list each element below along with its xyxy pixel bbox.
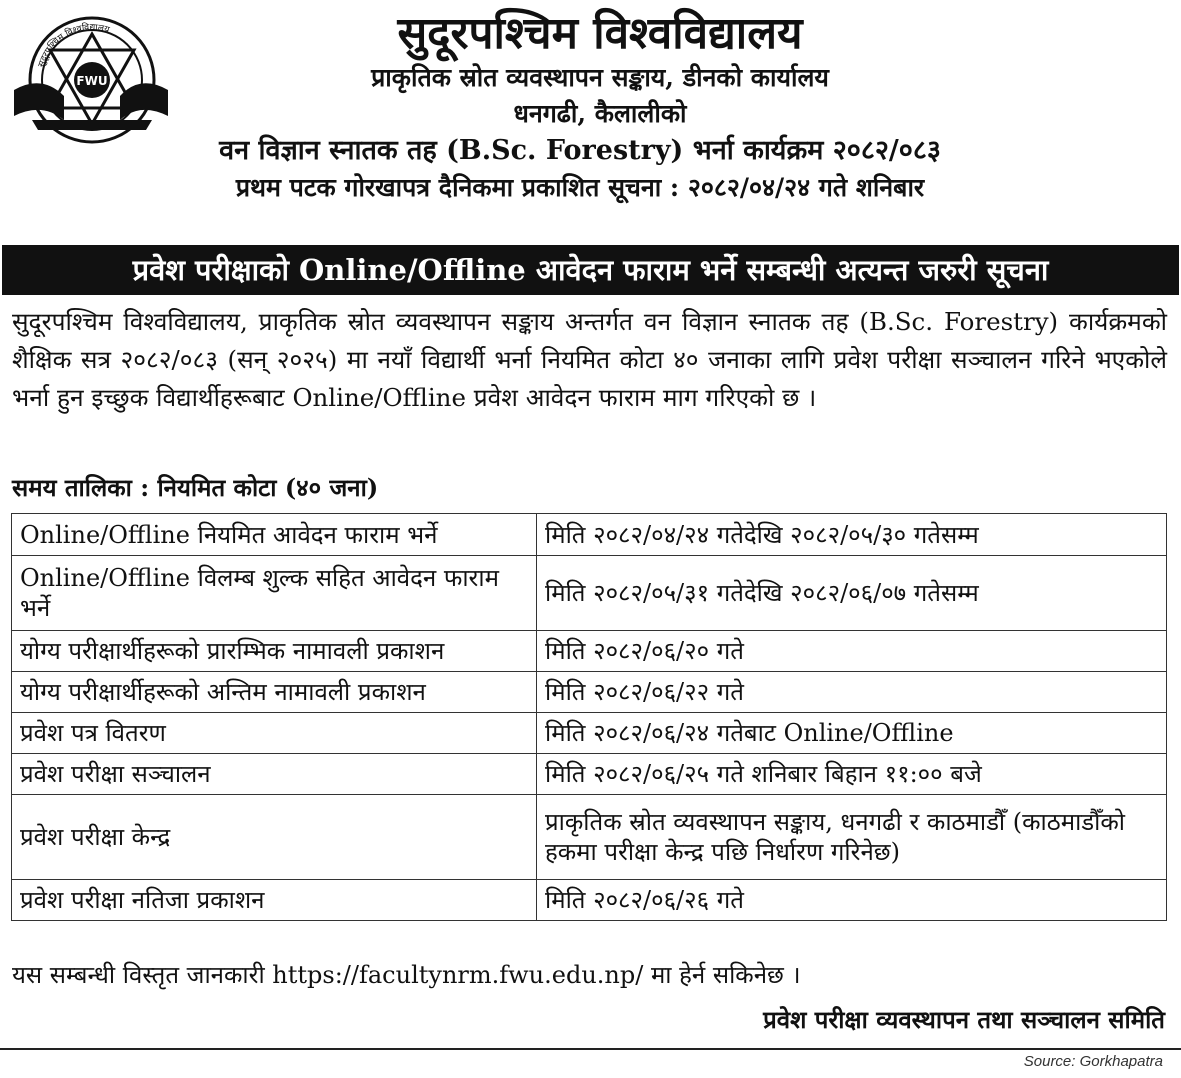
- source-credit: Source: Gorkhapatra: [1023, 1053, 1163, 1070]
- date-cell: मिति २०८२/०६/२२ गते: [537, 672, 1167, 713]
- date-cell: मिति २०८२/०५/३१ गतेदेखि २०८२/०६/०७ गतेसम्म: [537, 556, 1167, 631]
- activity-cell: योग्य परीक्षार्थीहरूको अन्तिम नामावली प्रकाशन: [12, 672, 537, 713]
- footer-note: यस सम्बन्धी विस्तृत जानकारी https://facultynrm.fwu.edu.np/ मा हेर्न सकिनेछ ।: [12, 961, 801, 989]
- bottom-divider: [0, 1048, 1181, 1050]
- table-row: [12, 514, 1167, 556]
- activity-cell: योग्य परीक्षार्थीहरूको प्रारम्भिक नामावली प्रकाशन: [12, 631, 537, 672]
- table-row: [12, 556, 1167, 631]
- intro-paragraph: सुदूरपश्चिम विश्वविद्यालय, प्राकृतिक स्रोत व्यवस्थापन सङ्काय अन्तर्गत वन विज्ञान स्नातक तह (B.Sc. Forestry) कार्यक्रमको शैक्षिक सत्र २०८२/०८३ (सन् २०२५) मा नयाँ विद्यार्थी भर्ना नियमित कोटा ४० जनाका लागि प्रवेश परीक्षा सञ्चालन गरिने भएकोले भर्ना हुन इच्छुक विद्यार्थीहरूबाट Online/Offline प्रवेश आवेदन फाराम माग गरिएको छ ।: [12, 307, 1167, 412]
- date-cell: मिति २०८२/०६/२० गते: [537, 631, 1167, 672]
- program-title: वन विज्ञान स्नातक तह (B.Sc. Forestry) भर्ना कार्यक्रम २०८२/०८३: [219, 135, 941, 166]
- publication-info: प्रथम पटक गोरखापत्र दैनिकमा प्रकाशित सूचना : २०८२/०४/२४ गते शनिबार: [235, 173, 925, 202]
- faculty-office: प्राकृतिक स्रोत व्यवस्थापन सङ्काय, डीनको कार्यालय: [371, 63, 829, 92]
- committee-signature: प्रवेश परीक्षा व्यवस्थापन तथा सञ्चालन समिति: [763, 1005, 1165, 1034]
- date-cell: मिति २०८२/०६/२५ गते शनिबार बिहान ११:०० बजे: [537, 754, 1167, 795]
- table-row: [12, 631, 1167, 672]
- date-cell: मिति २०८२/०६/२६ गते: [537, 880, 1167, 921]
- activity-cell: प्रवेश परीक्षा केन्द्र: [12, 795, 537, 880]
- activity-cell: प्रवेश परीक्षा नतिजा प्रकाशन: [12, 880, 537, 921]
- schedule-title: समय तालिका : नियमित कोटा (४० जना): [12, 473, 379, 502]
- table-row: [12, 880, 1167, 921]
- svg-text:सुदूरपश्चिम विश्वविद्यालय: [37, 21, 111, 69]
- schedule-table: [11, 513, 1167, 921]
- table-row: [12, 672, 1167, 713]
- date-cell: मिति २०८२/०६/२४ गतेबाट Online/Offline: [537, 713, 1167, 754]
- seal-ring-text: सुदूरपश्चिम विश्वविद्यालय: [36, 22, 111, 69]
- activity-cell: प्रवेश परीक्षा सञ्चालन: [12, 754, 537, 795]
- notice-banner: प्रवेश परीक्षाको Online/Offline आवेदन फाराम भर्ने सम्बन्धी अत्यन्त जरुरी सूचना: [2, 245, 1179, 295]
- table-row: [12, 795, 1167, 880]
- date-cell: मिति २०८२/०४/२४ गतेदेखि २०८२/०५/३० गतेसम्म: [537, 514, 1167, 556]
- university-name: सुदूरपश्चिम विश्वविद्यालय: [397, 8, 803, 59]
- activity-cell: प्रवेश पत्र वितरण: [12, 713, 537, 754]
- activity-cell: Online/Offline नियमित आवेदन फाराम भर्ने: [12, 514, 537, 556]
- table-row: [12, 754, 1167, 795]
- activity-cell: Online/Offline विलम्ब शुल्क सहित आवेदन फाराम भर्ने: [12, 556, 537, 631]
- date-cell: प्राकृतिक स्रोत व्यवस्थापन सङ्काय, धनगढी र काठमाडौँ (काठमाडौँको हकमा परीक्षा केन्द्र पछि निर्धारण गरिनेछ): [537, 795, 1167, 880]
- notice-header: [180, 8, 1020, 206]
- seal-emblem-text: FWU: [76, 74, 108, 88]
- office-location: धनगढी, कैलालीको: [513, 99, 687, 128]
- table-row: [12, 713, 1167, 754]
